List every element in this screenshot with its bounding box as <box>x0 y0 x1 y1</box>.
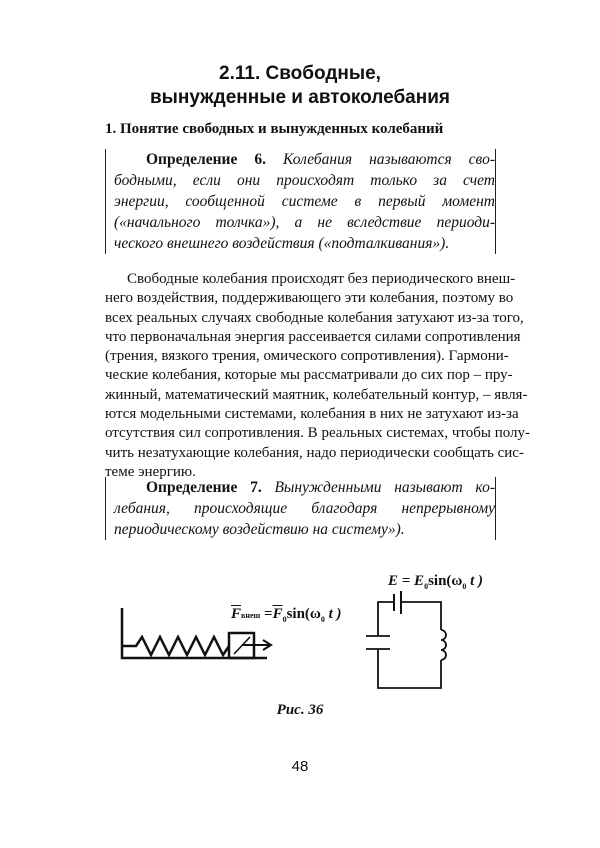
definition-line: энергии, сообщенной системе в первый момент <box>114 193 495 210</box>
figure-caption: Рис. 36 <box>276 702 324 718</box>
definition-line: Колебания называются сво- <box>283 151 495 168</box>
inductor-icon <box>441 630 446 660</box>
paragraph-line: теме энергию. <box>105 463 196 480</box>
paragraph-line: чить незатухающие колебания, надо периодически сообщать сис- <box>105 444 524 461</box>
section-title-line1: 2.11. Свободные, <box>219 63 381 84</box>
emf-formula: $E = E_0\sin(\omega_0$ t ) <box>388 573 484 591</box>
paragraph-line: что первоначальная энергия рассеивается силами сопротивления <box>105 328 521 345</box>
paragraph-line: него воздействия, поддерживающего эти колебания, поэтому во <box>105 290 514 307</box>
definition-line: («начального толчка»), а не вследствие периоди- <box>114 214 495 231</box>
definition-line: Вынужденными называют ко- <box>274 479 495 496</box>
lc-circuit <box>378 602 441 688</box>
paragraph-line: отсутствия сил сопротивления. В реальных системах, чтобы полу- <box>105 425 531 442</box>
definition-label: Определение 6. <box>146 151 266 168</box>
paragraph-line: ческие колебания, которые мы рассматривали до сих пор – пру- <box>105 367 513 384</box>
capacitor-icon <box>366 626 390 660</box>
paragraph-line: ются модельными системами, колебания в них не затухают из-за <box>105 406 519 423</box>
subsection-heading: 1. Понятие свободных и вынужденных колебаний <box>105 121 444 137</box>
page-number: 48 <box>291 758 309 775</box>
definition-line: лебания, происходящие благодаря непрерывному <box>114 500 495 517</box>
definition-line: ческого внешнего воздействия («подталкивания»). <box>114 235 450 252</box>
paragraph-line: всех реальных случаях свободные колебания затухают из-за того, <box>105 309 524 326</box>
spring <box>122 637 229 655</box>
definition-line: бодными, если они происходят только за счет <box>114 172 495 189</box>
force-formula: $\overline{F}внеш =\overline{F}_0\sin(\omega_0$ t ) <box>231 606 342 624</box>
paragraph-line: жинный, математический маятник, колебательный контур, – явля- <box>105 386 528 403</box>
definition-line: периодическому воздействию на систему»). <box>114 521 405 538</box>
emf-source-icon <box>394 591 401 614</box>
paragraph-line: Свободные колебания происходят без периодического внеш- <box>127 271 516 287</box>
definition-label: Определение 7. <box>146 479 262 496</box>
paragraph-line: (трения, вязкого трения, омического сопротивления). Гармони- <box>105 348 509 365</box>
section-title-line2: вынужденные и автоколебания <box>150 87 450 108</box>
